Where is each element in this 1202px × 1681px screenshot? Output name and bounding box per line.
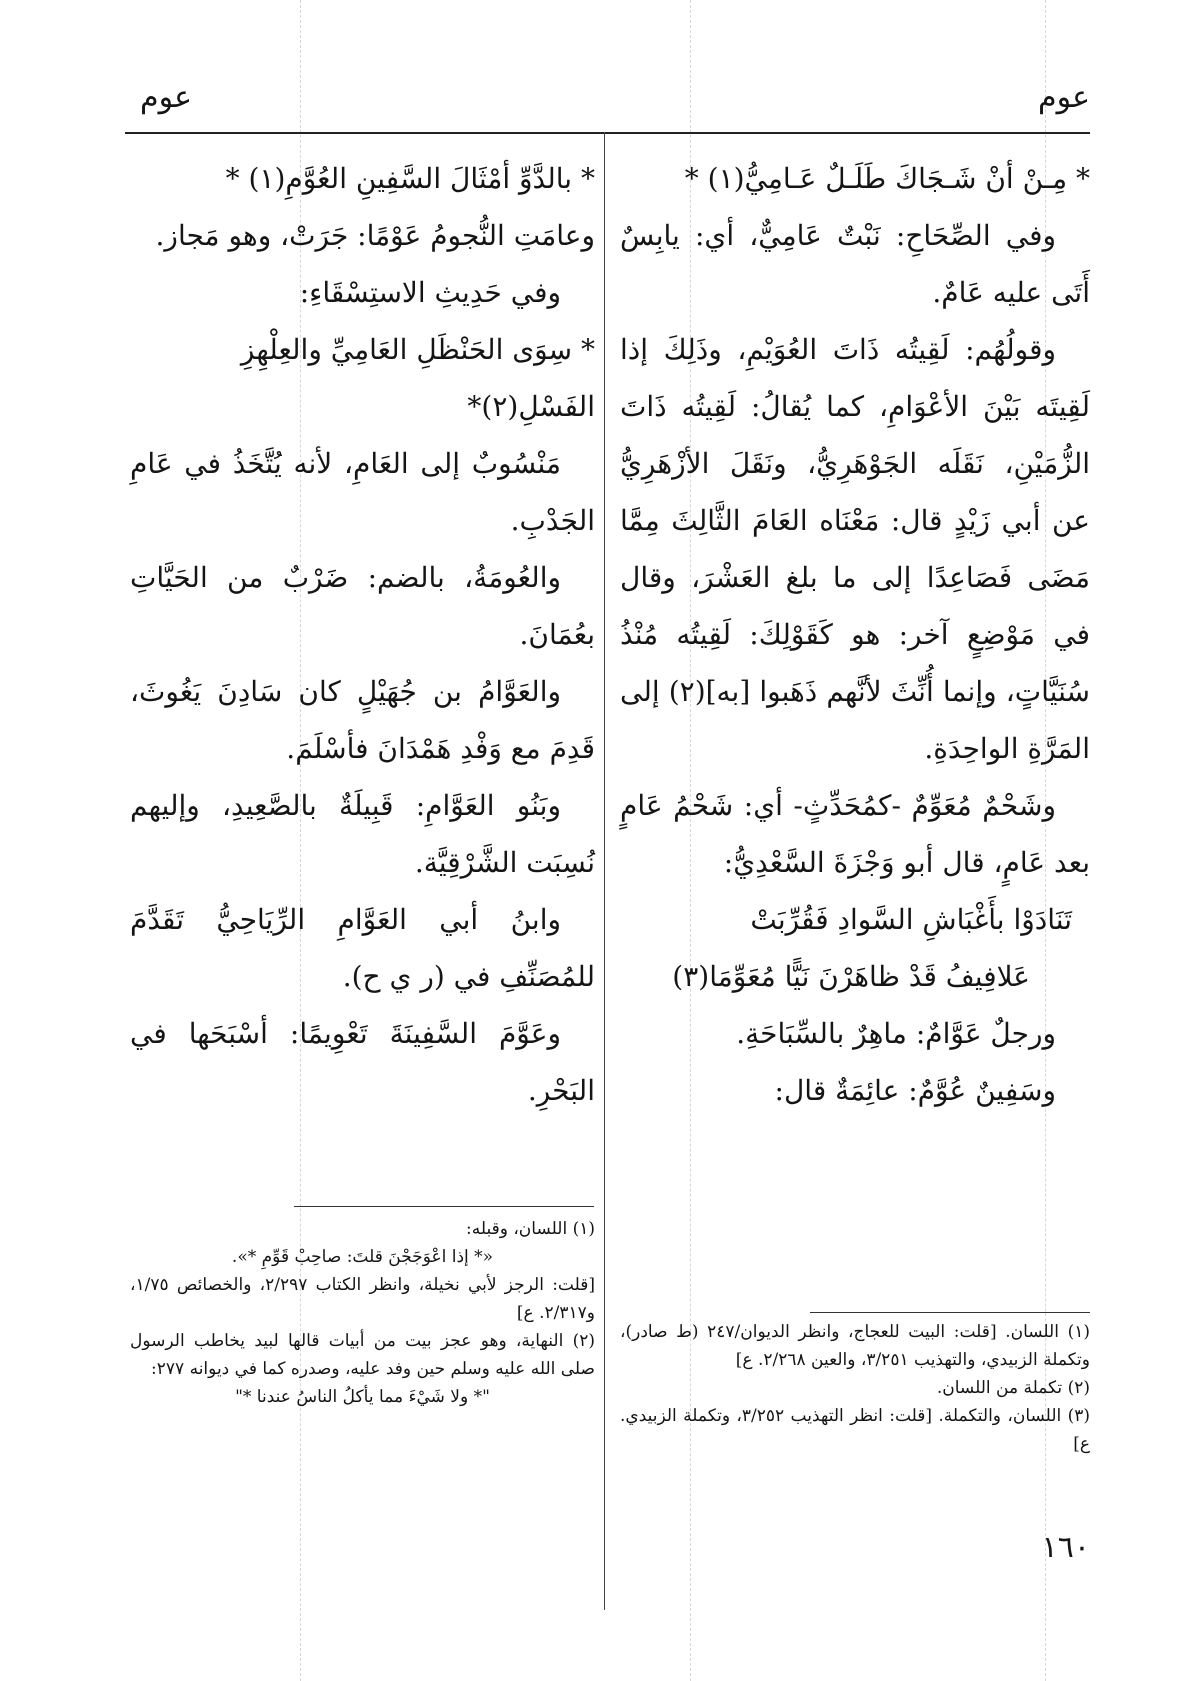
footnote-rule <box>810 1312 1090 1313</box>
running-header-left: عوم <box>140 80 192 115</box>
footnote: (١) اللسان. [قلت: البيت للعجاج، وانظر الديوان/٢٤٧ (ط صادر)، وتكملة الزبيدي، والتهذيب ٣/٢٥١، والعين ٢/٢٦٨. ع] <box>620 1322 1090 1370</box>
footnote: (١) اللسان، وقبله: <box>465 1219 595 1239</box>
paragraph: وابنُ أبي العَوَّامِ الرِّيَاحِيُّ تَقَدَّمَ للمُصَنِّفِ في (ر ي ح). <box>130 903 595 993</box>
running-header-right: عوم <box>1038 80 1090 115</box>
paragraph: وقولُهُم: لَقِيتُه ذَاتَ العُوَيْمِ، وذَلِكَ إذا لَقِيتَه بَيْنَ الأعْوَامِ، كما يُقالُ: لَقِيتُه ذَاتَ الزُّمَيْنِ، نَقَلَه الجَوْهَرِيُّ، ونَقَلَ الأزْهَرِيُّ عن أبي زَيْدٍ قال: مَعْنَاه العَامَ الثَّالِثَ مِمَّا مَضَى فَصَاعِدًا إلى ما بلغ العَشْرَ، وقال في مَوْضِعٍ آخر: هو كَقَوْلِكَ: لَقِيتُه مُنْذُ سُنَيَّاتٍ، وإنما أُنِّثَ لأنَّهم ذَهَبوا [به](٢) إلى المَرَّةِ الواحِدَةِ. <box>620 333 1090 765</box>
footnote: [قلت: الرجز لأبي نخيلة، وانظر الكتاب ٢/٢٩٧، والخصائص ١/٧٥، و٢/٣١٧. ع] <box>130 1275 595 1323</box>
paragraph: وفي الصِّحَاحِ: نَبْتٌ عَامِيٌّ، أي: يابِسٌ أَتَى عليه عَامٌ. <box>620 219 1090 309</box>
page-number: ١٦٠ <box>1041 1530 1090 1565</box>
footnotes-right <box>620 1318 1090 1458</box>
paragraph: مَنْسُوبٌ إلى العَامِ، لأنه يُتَّخَذُ في عَامِ الجَدْبِ. <box>130 447 595 537</box>
paragraph: وشَحْمٌ مُعَوِّمٌ -كمُحَدِّثٍ- أي: شَحْمُ عَامٍ بعد عَامٍ، قال أبو وَجْزَةَ السَّعْدِيُّ: <box>620 789 1090 879</box>
paragraph: ورجلٌ عَوَّامٌ: ماهِرٌ بالسِّبَاحَةِ. <box>736 1017 1056 1050</box>
paragraph: وبَنُو العَوَّامِ: قَبِيلَةٌ بالصَّعِيدِ، وإليهم نُسِبَت الشَّرْقِيَّة. <box>130 789 595 879</box>
verse-line: * سِوَى الحَنْظَلِ العَامِيِّ والعِلْهِزِ الفَسْلِ(٢)* <box>240 333 595 423</box>
footnote: (٢) النهاية، وهو عجز بيت من أبيات قالها لبيد يخاطب الرسول صلى الله عليه وسلم حين وفد عليه، وصدره كما في ديوانه ٢٧٧: <box>130 1331 595 1379</box>
poem-hemistich: تَنَادَوْا بأَغْبَاشِ السَّوادِ فَقُرِّبَتْ <box>750 903 1072 936</box>
footnote-rule <box>294 1206 594 1207</box>
column-divider <box>604 132 605 1610</box>
footnote-quote: «* إذا اعْوَجَجْنَ قلتَ: صاحِبْ قَوِّمِ *». <box>231 1247 494 1267</box>
paragraph: وعامَتِ النُّجومُ عَوْمًا: جَرَتْ، وهو مَجاز. <box>155 219 595 252</box>
paragraph: وسَفِينٌ عُوَّمٌ: عائِمَةٌ قال: <box>774 1074 1056 1107</box>
paragraph: وعَوَّمَ السَّفِينَةَ تَعْوِيمًا: أسْبَحَها في البَحْرِ. <box>130 1017 595 1107</box>
paragraph: والعُومَةُ، بالضم: ضَرْبٌ من الحَيَّاتِ بعُمَانَ. <box>130 561 595 651</box>
footnote-quote: "* ولا شَيْءَ مما يأكلُ الناسُ عندنا *" <box>235 1387 490 1407</box>
verse-line: * بالدَّوِّ أمْثَالَ السَّفِينِ العُوَّمِ(١) * <box>225 162 595 195</box>
footnote: (٢) تكملة من اللسان. <box>936 1378 1090 1398</box>
left-column <box>130 150 595 1119</box>
footnote: (٣) اللسان، والتكملة. [قلت: انظر التهذيب ٣/٢٥٢، وتكملة الزبيدي. ع] <box>620 1406 1090 1454</box>
verse-line: * مِـنْ أنْ شَـجَاكَ طَلَـلٌ عَـامِيُّ(١) * <box>684 162 1090 195</box>
paragraph: وفي حَدِيثِ الاستِسْقَاءِ: <box>299 276 561 309</box>
paragraph: والعَوَّامُ بن جُهَيْلٍ كان سَادِنَ يَغُوثَ، قَدِمَ مع وَفْدِ هَمْدَانَ فأسْلَمَ. <box>130 675 595 765</box>
right-column <box>620 150 1090 1119</box>
footnotes-left <box>130 1215 595 1411</box>
poem-hemistich: عَلافِيفُ قَدْ ظاهَرْنَ نَيًّا مُعَوِّمَا(٣) <box>672 960 1030 993</box>
header-rule <box>125 132 1090 134</box>
